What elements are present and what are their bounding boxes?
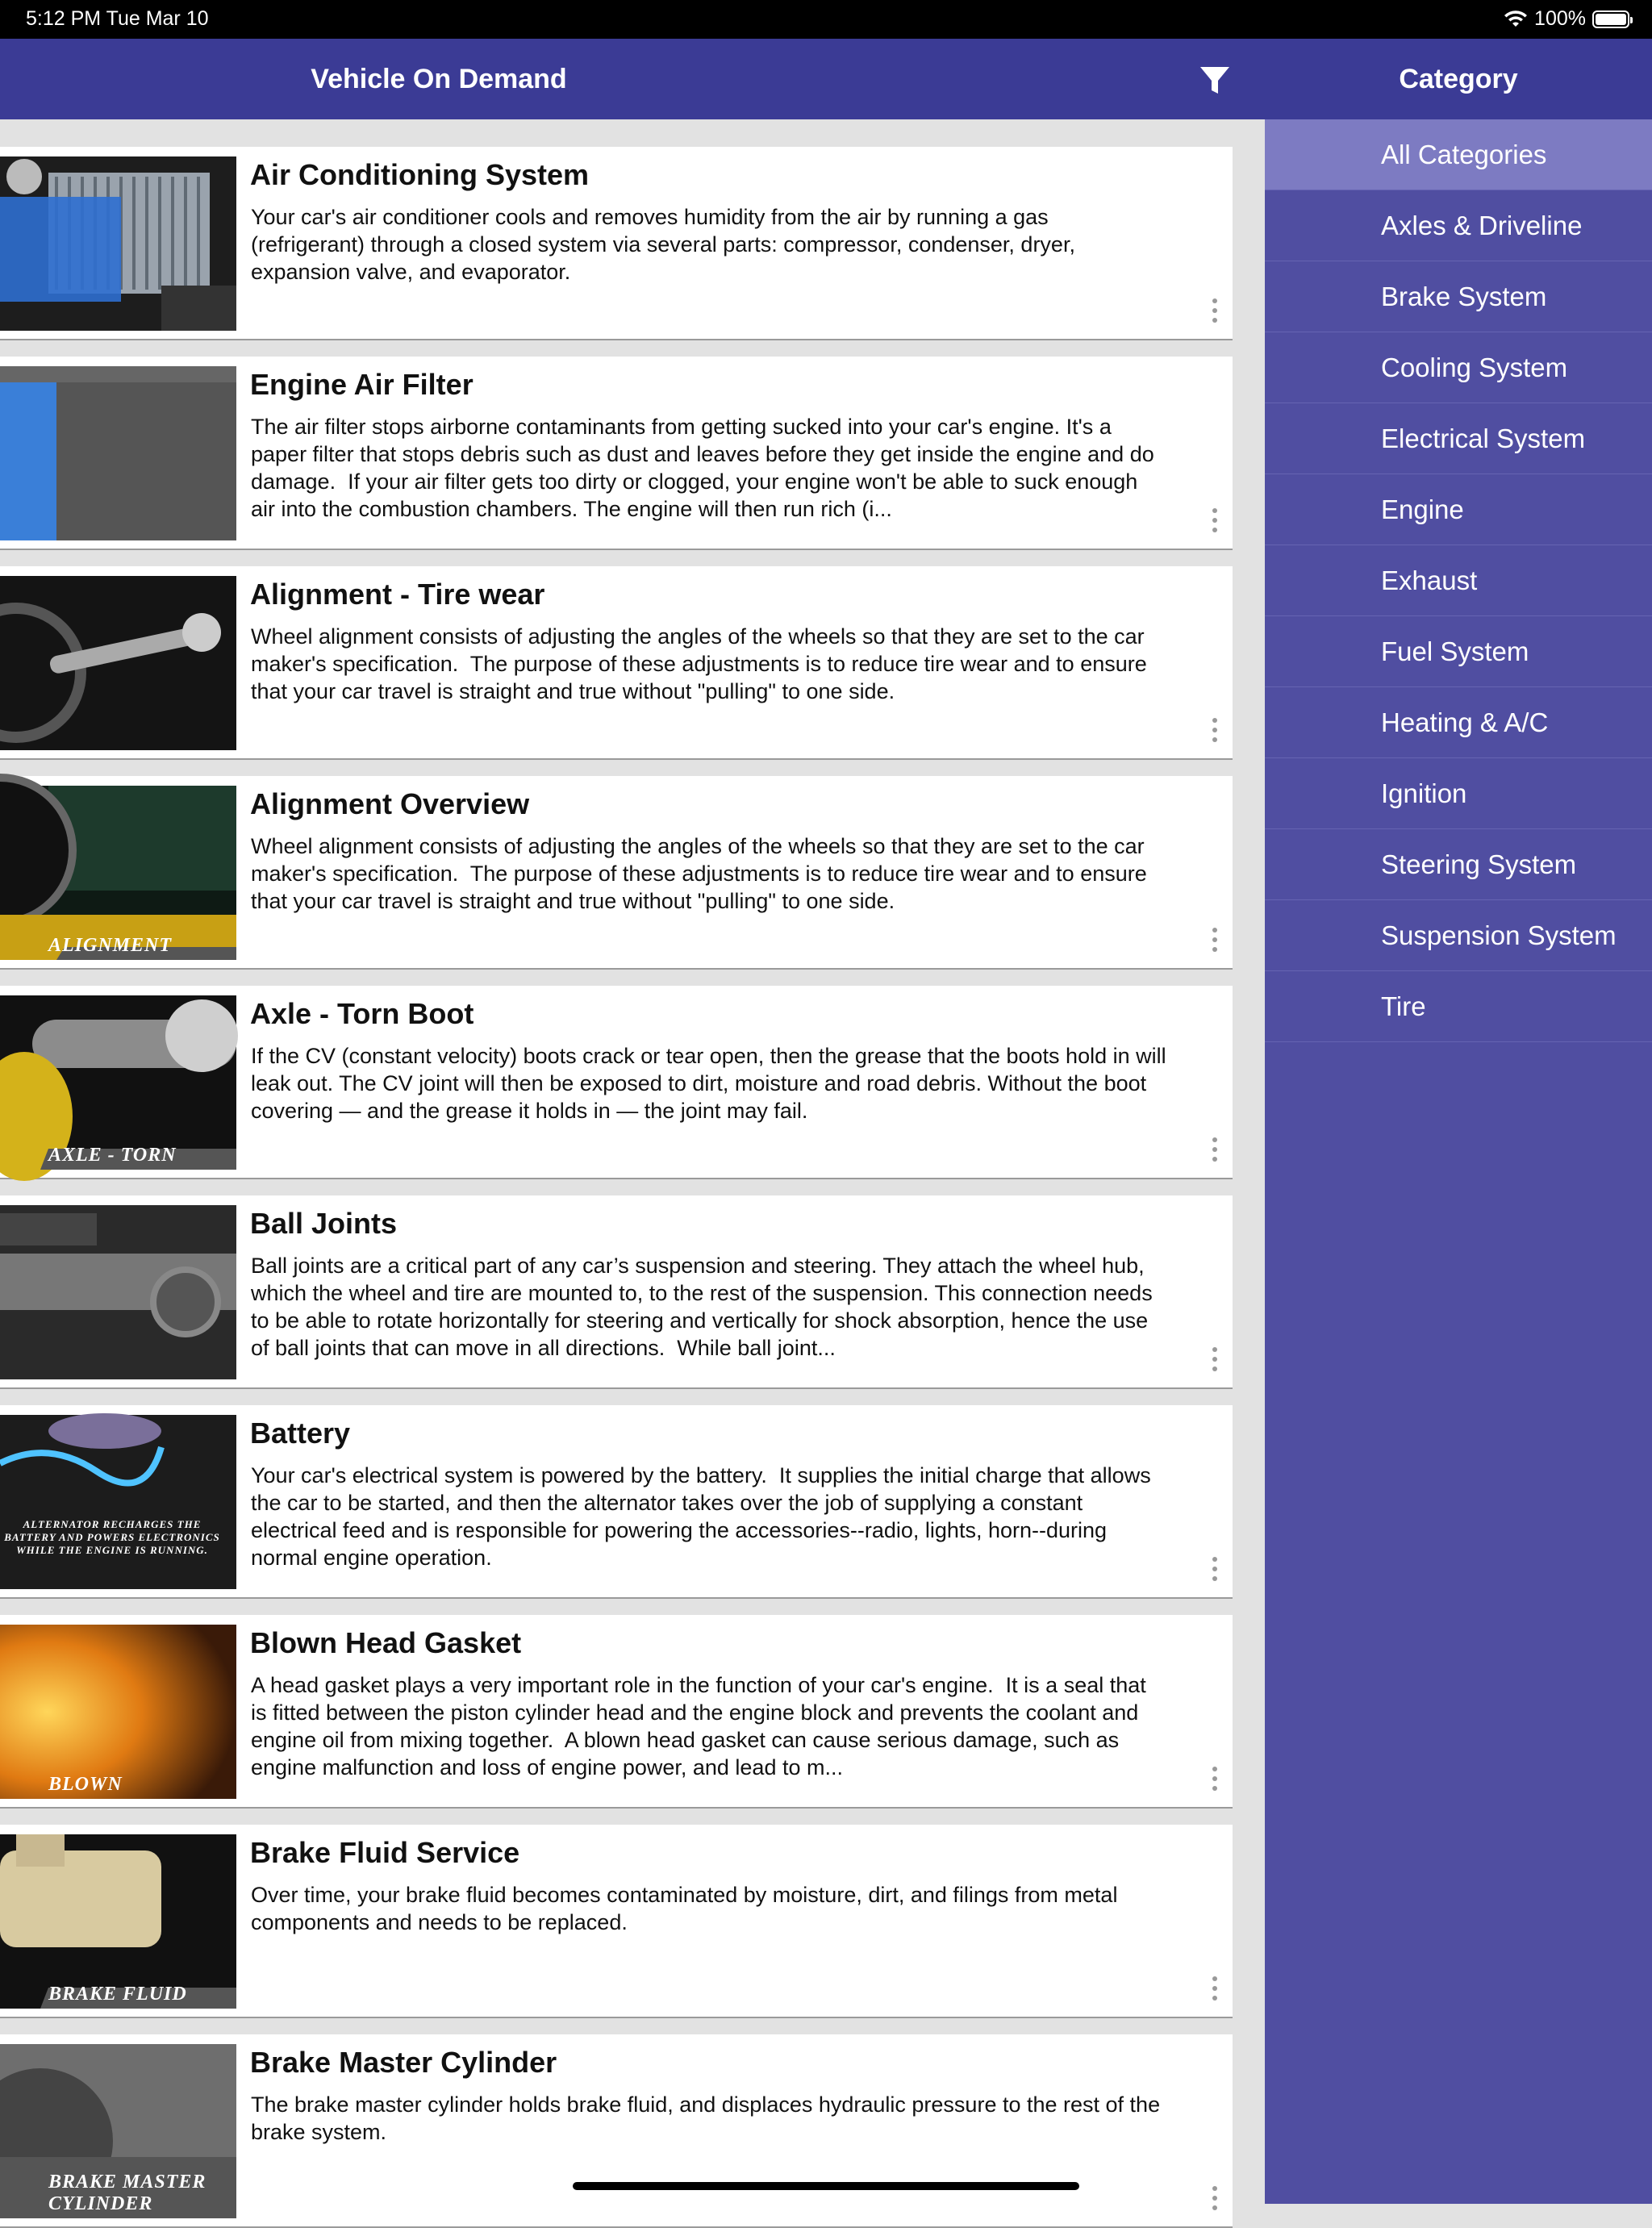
list-item[interactable] xyxy=(0,1615,1233,1809)
category-item[interactable]: Axles & Driveline xyxy=(1265,190,1652,261)
wifi-icon xyxy=(1504,10,1528,28)
item-title: Battery xyxy=(250,1416,351,1450)
list-item[interactable] xyxy=(0,776,1233,970)
item-description: Wheel alignment consists of adjusting the angles of the wheels so that they are set to the car maker's specification. The purpose of these adjustments is to reduce tire wear and to ensure that your car travel is straight and true without "pulling" to one side. xyxy=(251,624,1153,703)
item-title: Ball Joints xyxy=(250,1207,398,1240)
item-title: Brake Master Cylinder xyxy=(250,2046,557,2079)
thumbnail-caption: BRAKE MASTER CYLINDER xyxy=(48,2172,206,2214)
list-item[interactable] xyxy=(0,147,1233,340)
item-title: Air Conditioning System xyxy=(250,158,590,191)
category-item[interactable]: Tire xyxy=(1265,971,1652,1042)
more-options-icon[interactable] xyxy=(1210,1976,1220,2005)
thumbnail-caption: AXLE - TORN xyxy=(48,1145,177,1166)
item-title: Blown Head Gasket xyxy=(250,1626,522,1659)
list-item[interactable] xyxy=(0,2034,1233,2228)
video-thumbnail[interactable] xyxy=(0,995,236,1170)
video-thumbnail[interactable] xyxy=(0,156,236,331)
video-thumbnail[interactable] xyxy=(0,1415,236,1589)
more-options-icon[interactable] xyxy=(1210,2186,1220,2215)
category-item[interactable]: Suspension System xyxy=(1265,900,1652,971)
app-header xyxy=(0,39,1652,119)
home-indicator[interactable] xyxy=(573,2182,1079,2190)
thumbnail-caption: BLOWN xyxy=(48,1774,123,1795)
video-thumbnail[interactable] xyxy=(0,576,236,750)
thumbnail-caption: ALTERNATOR RECHARGES THE BATTERY AND POWERS ELECTRONICS WHILE THE ENGINE IS RUNNING. xyxy=(4,1518,220,1556)
more-options-icon[interactable] xyxy=(1210,718,1220,747)
battery-icon xyxy=(1592,10,1629,28)
item-description: Your car's air conditioner cools and removes humidity from the air by running a gas (refrigerant) through a closed system via several parts: compressor, condenser, dryer, expansion valve, and evaporator. xyxy=(251,205,1082,284)
video-thumbnail[interactable] xyxy=(0,2044,236,2218)
category-item[interactable]: Engine xyxy=(1265,474,1652,545)
list-item[interactable] xyxy=(0,357,1233,550)
item-description: A head gasket plays a very important role in the function of your car's engine. It is a seal that is fitted between the piston cylinder head and the engine block and prevents the coolant and engine oil from mixing together. A blown head gasket can cause serious damage, such as engine malfunction and loss of engine power, and lead to m... xyxy=(251,1673,1153,1779)
category-item[interactable]: Steering System xyxy=(1265,829,1652,900)
video-thumbnail[interactable] xyxy=(0,1625,236,1799)
video-thumbnail[interactable] xyxy=(0,366,236,540)
list-item[interactable] xyxy=(0,1825,1233,2018)
item-title: Alignment - Tire wear xyxy=(250,578,545,611)
category-sidebar xyxy=(1265,119,1652,2204)
category-item[interactable]: Brake System xyxy=(1265,261,1652,332)
more-options-icon[interactable] xyxy=(1210,1767,1220,1796)
list-item[interactable] xyxy=(0,986,1233,1179)
item-title: Alignment Overview xyxy=(250,787,530,820)
category-item[interactable]: All Categories xyxy=(1265,119,1652,190)
battery-percent: 100% xyxy=(1534,7,1586,30)
item-description: Over time, your brake fluid becomes contaminated by moisture, dirt, and filings from metal components and needs to be replaced. xyxy=(251,1883,1124,1934)
item-description: The air filter stops airborne contaminants from getting sucked into your car's engine. It's a paper filter that stops debris such as dust and leaves before they get inside the engine and do damage. If your air filter gets too dirty or clogged, your engine won't be able to suck enough air into the combustion chambers. The engine will then run rich (i... xyxy=(251,415,1161,521)
category-item[interactable]: Exhaust xyxy=(1265,545,1652,616)
list-item[interactable] xyxy=(0,566,1233,760)
category-item[interactable]: Fuel System xyxy=(1265,616,1652,687)
category-item[interactable]: Ignition xyxy=(1265,758,1652,829)
more-options-icon[interactable] xyxy=(1210,508,1220,537)
category-item[interactable]: Electrical System xyxy=(1265,403,1652,474)
item-description: If the CV (constant velocity) boots crack or tear open, then the grease that the boots hold in will leak out. The CV joint will then be exposed to dirt, moisture and road debris. Without the boot covering — and the grease it holds in — the joint may fail. xyxy=(251,1044,1173,1123)
more-options-icon[interactable] xyxy=(1210,1557,1220,1586)
item-description: The brake master cylinder holds brake fluid, and displaces hydraulic pressure to the rest of the brake system. xyxy=(251,2092,1166,2144)
status-right xyxy=(1504,7,1629,31)
video-thumbnail[interactable] xyxy=(0,1205,236,1379)
thumbnail-caption: BRAKE FLUID xyxy=(48,1984,187,2005)
category-item[interactable]: Heating & A/C xyxy=(1265,687,1652,758)
list-item[interactable] xyxy=(0,1195,1233,1389)
status-time: 5:12 PM Tue Mar 10 xyxy=(26,7,209,30)
more-options-icon[interactable] xyxy=(1210,1347,1220,1376)
video-thumbnail[interactable] xyxy=(0,786,236,960)
item-description: Your car's electrical system is powered by the battery. It supplies the initial charge that allows the car to be started, and then the alternator takes over the job of supplying a constant electrical feed and is responsible for powering the accessories--radio, lights, horn--during normal engine operation. xyxy=(251,1463,1158,1570)
category-title: Category xyxy=(1399,64,1518,94)
video-list[interactable] xyxy=(0,119,1233,2214)
more-options-icon[interactable] xyxy=(1210,928,1220,957)
status-bar xyxy=(0,0,1652,39)
item-description: Wheel alignment consists of adjusting the angles of the wheels so that they are set to the car maker's specification. The purpose of these adjustments is to reduce tire wear and to ensure that your car travel is straight and true without "pulling" to one side. xyxy=(251,834,1153,913)
list-item[interactable] xyxy=(0,1405,1233,1599)
item-title: Brake Fluid Service xyxy=(250,1836,520,1869)
more-options-icon[interactable] xyxy=(1210,298,1220,328)
filter-icon[interactable] xyxy=(1199,65,1231,97)
video-thumbnail[interactable] xyxy=(0,1834,236,2009)
item-title: Axle - Torn Boot xyxy=(250,997,474,1030)
category-item[interactable]: Cooling System xyxy=(1265,332,1652,403)
item-title: Engine Air Filter xyxy=(250,368,473,401)
thumbnail-caption: ALIGNMENT xyxy=(48,935,173,956)
page-title: Vehicle On Demand xyxy=(311,64,567,94)
item-description: Ball joints are a critical part of any car’s suspension and steering. They attach the wheel hub, which the wheel and tire are mounted to, to the rest of the suspension. This connection needs to be able to rotate horizontally for steering and vertically for shock absorption, hence the use of ball joints that can move in all directions. While ball joint... xyxy=(251,1254,1159,1360)
more-options-icon[interactable] xyxy=(1210,1137,1220,1166)
